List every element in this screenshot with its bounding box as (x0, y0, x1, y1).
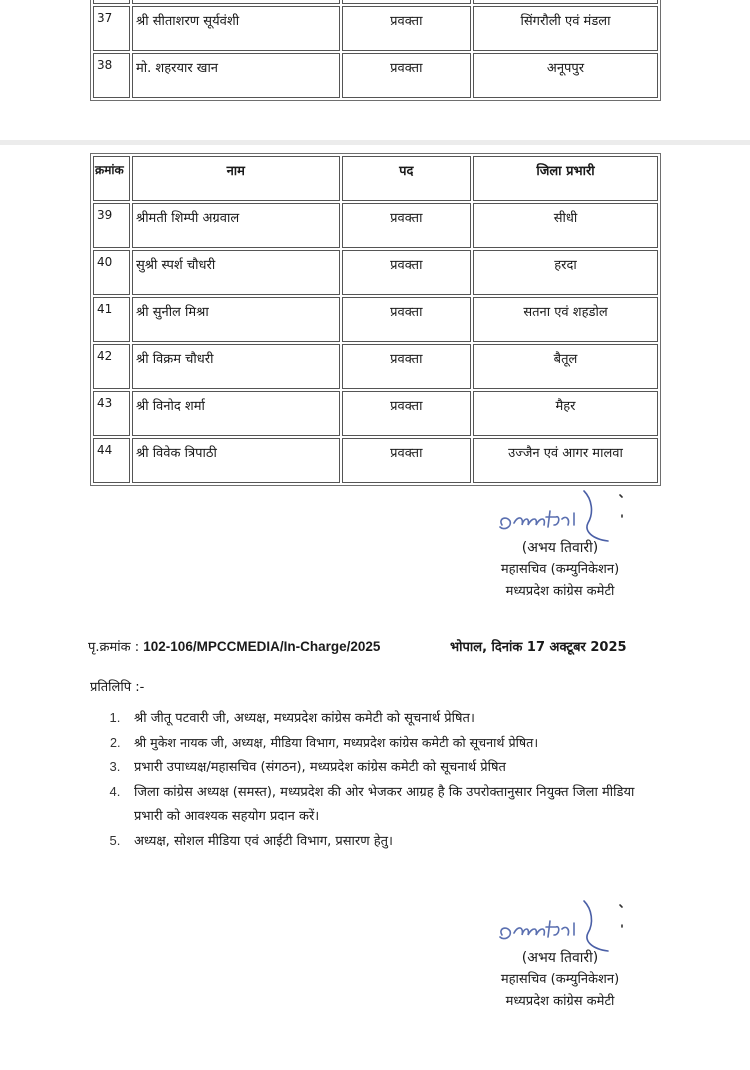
table-row-empty (93, 0, 658, 4)
signatory-designation: महासचिव (कम्युनिकेशन) (500, 562, 620, 577)
person-name: श्री सीताशरण सूर्यवंशी (132, 6, 340, 51)
serial-number: 37 (93, 6, 130, 51)
post: प्रवक्ता (342, 438, 471, 483)
header-serial: क्रमांक (93, 156, 130, 201)
signature-block (460, 895, 660, 1013)
person-name: श्री सुनील मिश्रा (132, 297, 340, 342)
copy-to-list (104, 706, 684, 854)
table-row (93, 438, 658, 483)
person-name: सुश्री स्पर्श चौधरी (132, 250, 340, 295)
person-name: श्री विनोद शर्मा (132, 391, 340, 436)
copy-to-item: 3. प्रभारी उपाध्यक्ष/महासचिव (संगठन), मध्यप्रदेश कांग्रेस कमेटी को सूचनार्थ प्रेषित (124, 755, 684, 780)
table-row (93, 6, 658, 51)
person-name: श्रीमती शिम्पी अग्रवाल (132, 203, 340, 248)
header-post: पद (342, 156, 471, 201)
serial-number: 42 (93, 344, 130, 389)
district-in-charge: उज्जैन एवं आगर मालवा (473, 438, 658, 483)
signatory-organization: मध्यप्रदेश कांग्रेस कमेटी (505, 994, 615, 1009)
person-name: श्री विक्रम चौधरी (132, 344, 340, 389)
reference-number: 102-106/MPCCMEDIA/In-Charge/2025 (143, 639, 381, 654)
table-row (93, 344, 658, 389)
district-in-charge: सिंगरौली एवं मंडला (473, 6, 658, 51)
district-in-charge: सीधी (473, 203, 658, 248)
district-in-charge: मैहर (473, 391, 658, 436)
district-in-charge: सतना एवं शहडोल (473, 297, 658, 342)
signatory-name: (अभय तिवारी) (521, 540, 599, 556)
serial-number: 38 (93, 53, 130, 98)
table-row (93, 250, 658, 295)
post: प्रवक्ता (342, 203, 471, 248)
serial-number: 39 (93, 203, 130, 248)
post: प्रवक्ता (342, 391, 471, 436)
place-and-date: भोपाल, दिनांक 17 अक्टूबर 2025 (450, 640, 627, 655)
serial-number: 43 (93, 391, 130, 436)
copy-to-label: प्रतिलिपि :- (90, 680, 145, 695)
district-in-charge: बैतूल (473, 344, 658, 389)
header-name: नाम (132, 156, 340, 201)
copy-to-item: 5. अध्यक्ष, सोशल मीडिया एवं आईटी विभाग, प्रसारण हेतु। (124, 829, 684, 854)
header-district: जिला प्रभारी (473, 156, 658, 201)
handwritten-signature-icon (480, 895, 640, 953)
table-row (93, 391, 658, 436)
person-name: श्री विवेक त्रिपाठी (132, 438, 340, 483)
signature-block (460, 485, 660, 603)
table-row (93, 53, 658, 98)
district-in-charge: अनूपपुर (473, 53, 658, 98)
copy-to-item: 1. श्री जीतू पटवारी जी, अध्यक्ष, मध्यप्रदेश कांग्रेस कमेटी को सूचनार्थ प्रेषित। (124, 706, 684, 731)
signatory-organization: मध्यप्रदेश कांग्रेस कमेटी (505, 584, 615, 599)
signatory-name: (अभय तिवारी) (521, 950, 599, 966)
post: प्रवक्ता (342, 344, 471, 389)
copy-to-item: 2. श्री मुकेश नायक जी, अध्यक्ष, मीडिया विभाग, मध्यप्रदेश कांग्रेस कमेटी को सूचनार्थ प्रेषित। (124, 731, 684, 755)
serial-number: 44 (93, 438, 130, 483)
appointments-table (90, 153, 661, 486)
serial-number: 40 (93, 250, 130, 295)
reference-label: पृ.क्रमांक : (88, 640, 140, 655)
post: प्रवक्ता (342, 297, 471, 342)
signatory-designation: महासचिव (कम्युनिकेशन) (500, 972, 620, 987)
district-in-charge: हरदा (473, 250, 658, 295)
appointments-table-continued (90, 0, 661, 101)
post: प्रवक्ता (342, 6, 471, 51)
serial-number: 41 (93, 297, 130, 342)
copy-to-item: 4. जिला कांग्रेस अध्यक्ष (समस्त), मध्यप्रदेश की ओर भेजकर आग्रह है कि उपरोक्तानुसार नियुक्त जिला मीडिया प्रभारी को आवश्यक सहयोग प्रदान करें। (124, 780, 684, 829)
table-header-row (93, 156, 658, 201)
person-name: मो. शहरयार खान (132, 53, 340, 98)
handwritten-signature-icon (480, 485, 640, 543)
post: प्रवक्ता (342, 53, 471, 98)
post: प्रवक्ता (342, 250, 471, 295)
reference-line (88, 637, 668, 655)
table-row (93, 203, 658, 248)
page-separator (0, 140, 750, 145)
table-row (93, 297, 658, 342)
